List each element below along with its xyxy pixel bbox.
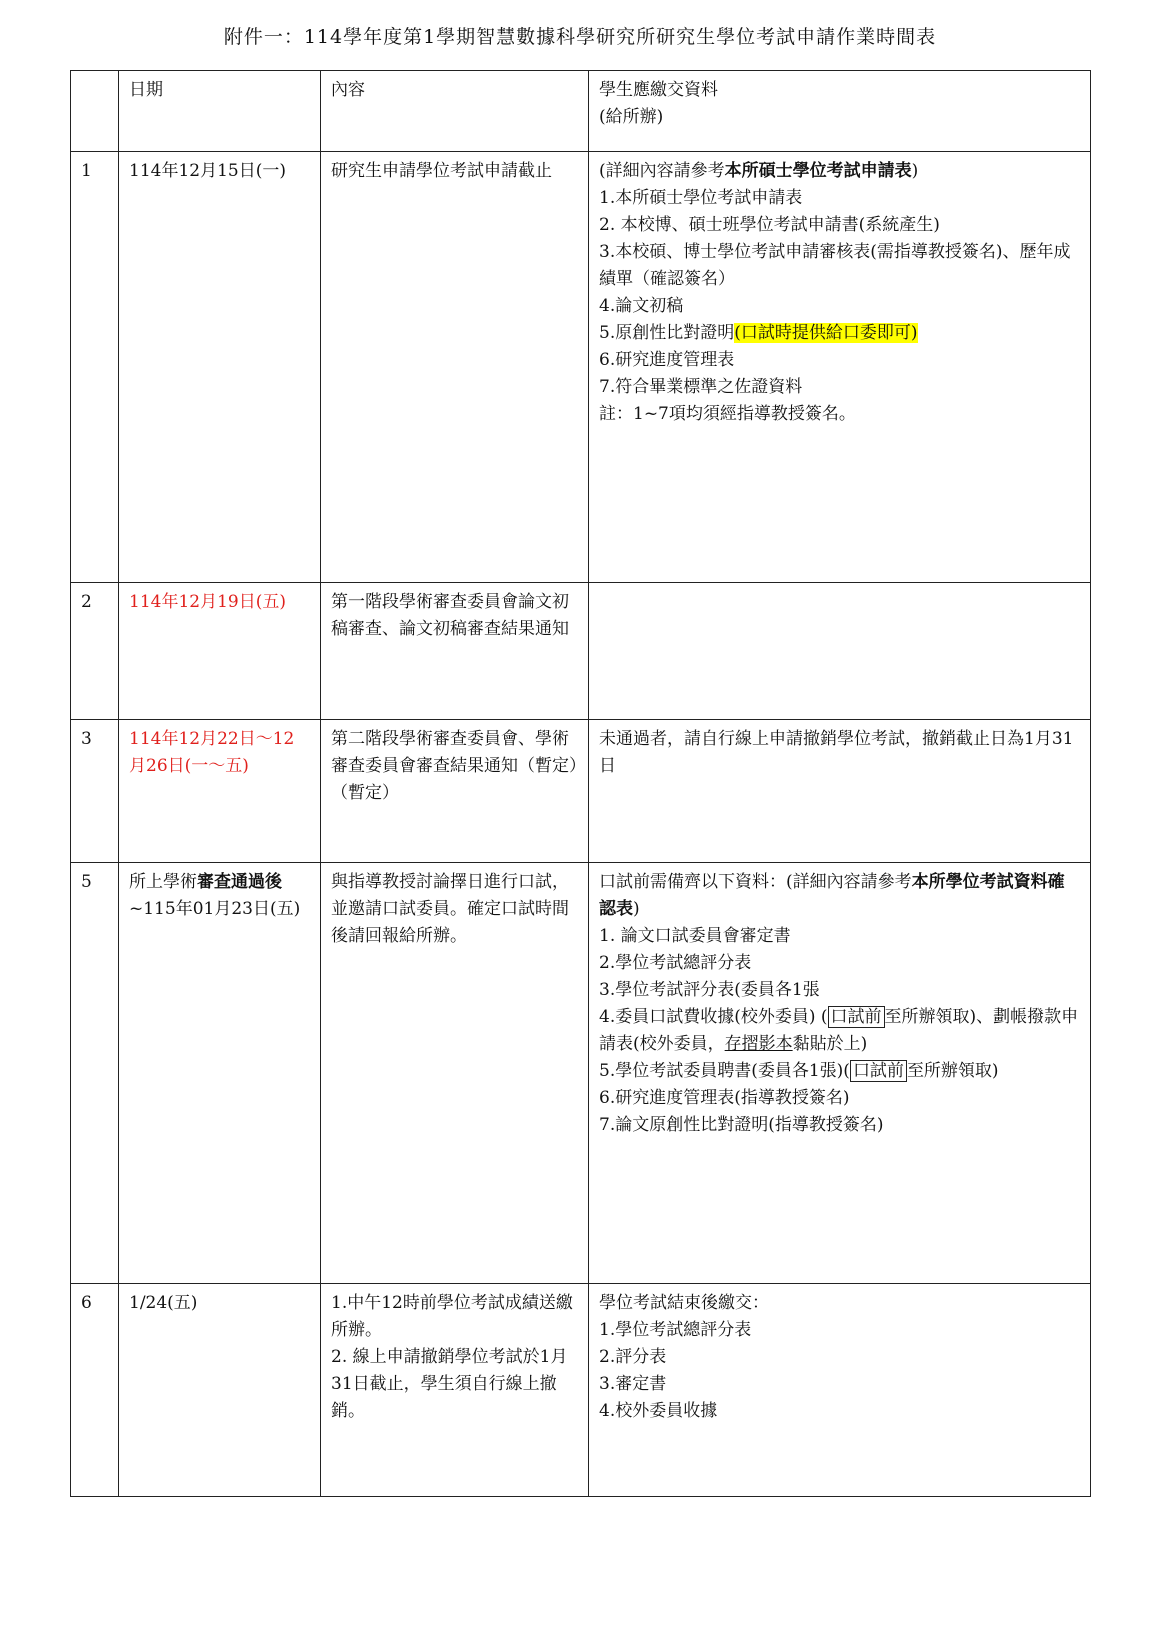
header-materials-line2: (給所辦)	[599, 107, 664, 127]
row-date: 114年12月22日～12月26日(一～五)	[119, 720, 321, 863]
row-content: 與指導教授討論擇日進行口試，並邀請口試委員。確定口試時間後請回報給所辦。	[321, 863, 589, 1284]
row-materials	[589, 1284, 1091, 1497]
materials-item: 1. 論文口試委員會審定書	[599, 926, 791, 946]
header-date: 日期	[119, 71, 321, 152]
materials-item: 3.學位考試評分表(委員各1張	[599, 980, 820, 1000]
materials-item: 2.評分表	[599, 1347, 667, 1367]
table-row	[71, 863, 1091, 1284]
materials-item: 4.委員口試費收據(校外委員) ( 口試前 至所辦領取)、劃帳撥款申請表(校外委員，存摺影本黏貼於上)	[599, 1007, 1079, 1054]
row-date: 1/24(五)	[119, 1284, 321, 1497]
materials-item: 6.研究進度管理表	[599, 350, 735, 370]
row-date: 114年12月19日(五)	[119, 583, 321, 720]
content-item: 2. 線上申請撤銷學位考試於1月31日截止，學生須自行線上撤銷。	[331, 1347, 568, 1421]
row-content	[321, 1284, 589, 1497]
row-number: 1	[71, 152, 119, 583]
table-row	[71, 1284, 1091, 1497]
materials-item: 1.學位考試總評分表	[599, 1320, 752, 1340]
materials-item: 3.審定書	[599, 1374, 667, 1394]
header-materials	[589, 71, 1091, 152]
materials-item: 3.本校碩、博士學位考試申請審核表(需指導教授簽名)、歷年成績單（確認簽名）	[599, 242, 1071, 289]
materials-item: 5.學位考試委員聘書(委員各1張)( 口試前 至所辦領取)	[599, 1061, 999, 1081]
row-date: 114年12月15日(一)	[119, 152, 321, 583]
row-date: 所上學術審查通過後~115年01月23日(五)	[119, 863, 321, 1284]
underlined-text: 存摺影本	[724, 1034, 793, 1054]
materials-item: 7.論文原創性比對證明(指導教授簽名)	[599, 1115, 884, 1135]
boxed-text: 口試前	[850, 1060, 907, 1082]
schedule-table	[70, 70, 1091, 1497]
row-materials	[589, 863, 1091, 1284]
content-item: 1.中午12時前學位考試成績送繳所辦。	[331, 1293, 573, 1340]
header-no	[71, 71, 119, 152]
row-number: 6	[71, 1284, 119, 1497]
boxed-text: 口試前	[828, 1006, 885, 1028]
materials-item: 7.符合畢業標準之佐證資料	[599, 377, 803, 397]
header-content: 內容	[321, 71, 589, 152]
table-header-row	[71, 71, 1091, 152]
materials-item: 2. 本校博、碩士班學位考試申請書(系統產生)	[599, 215, 940, 235]
row-content: 第一階段學術審查委員會論文初稿審查、論文初稿審查結果通知	[321, 583, 589, 720]
materials-intro: (詳細內容請參考本所碩士學位考試申請表)	[599, 161, 919, 181]
materials-intro: 學位考試結束後繳交：	[599, 1293, 769, 1313]
row-materials	[589, 583, 1091, 720]
row-content: 研究生申請學位考試申請截止	[321, 152, 589, 583]
row-materials	[589, 152, 1091, 583]
materials-note: 註：1~7項均須經指導教授簽名。	[599, 404, 856, 424]
row-content: 第二階段學術審查委員會、學術審查委員會審查結果通知（暫定）（暫定）	[321, 720, 589, 863]
table-row	[71, 583, 1091, 720]
table-row	[71, 720, 1091, 863]
document-title: 附件一：114學年度第1學期智慧數據科學研究所研究生學位考試申請作業時間表	[223, 26, 937, 48]
materials-intro: 口試前需備齊以下資料：(詳細內容請參考本所學位考試資料確認表)	[599, 872, 1065, 919]
materials-item: 4.校外委員收據	[599, 1401, 718, 1421]
row-materials: 未通過者，請自行線上申請撤銷學位考試，撤銷截止日為1月31日	[589, 720, 1091, 863]
highlighted-note: (口試時提供給口委即可)	[734, 323, 918, 343]
materials-item: 6.研究進度管理表(指導教授簽名)	[599, 1088, 850, 1108]
row-number: 2	[71, 583, 119, 720]
materials-item: 4.論文初稿	[599, 296, 684, 316]
row-number: 5	[71, 863, 119, 1284]
materials-item: 1.本所碩士學位考試申請表	[599, 188, 803, 208]
header-materials-line1: 學生應繳交資料	[599, 80, 718, 100]
row-number: 3	[71, 720, 119, 863]
table-row	[71, 152, 1091, 583]
materials-item: 5.原創性比對證明(口試時提供給口委即可)	[599, 323, 918, 343]
materials-item: 2.學位考試總評分表	[599, 953, 752, 973]
